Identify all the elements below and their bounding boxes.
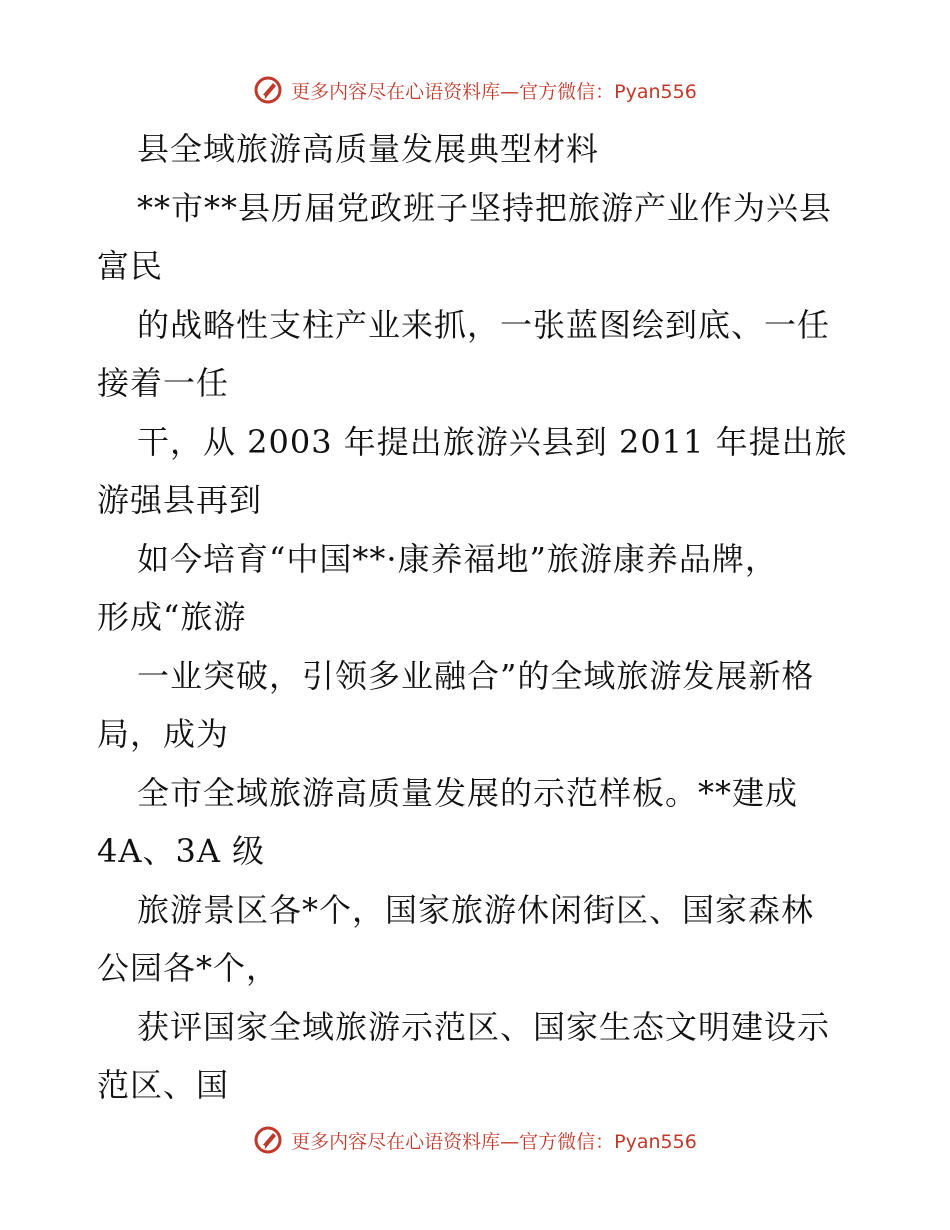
text-line: 干，从 2003 年提出旅游兴县到 2011 年提出旅: [137, 422, 848, 461]
text-line: 公园各*个，: [97, 949, 280, 987]
text-line: 如今培育“中国**·康养福地”旅游康养品牌，: [137, 539, 778, 578]
text-line: 旅游景区各*个，国家旅游休闲街区、国家森林: [137, 890, 815, 929]
header-watermark: [0, 70, 950, 110]
text-line: 县全域旅游高质量发展典型材料: [137, 130, 600, 168]
text-line: 富民: [97, 247, 164, 285]
text-line: 全市全域旅游高质量发展的示范样板。**建成: [137, 773, 799, 812]
text-line: 范区、国: [97, 1066, 230, 1104]
text-line: **市**县历届党政班子坚持把旅游产业作为兴县: [137, 188, 833, 227]
text-line: 接着一任: [97, 364, 230, 402]
text-line: 的战略性支柱产业来抓，一张蓝图绘到底、一任: [137, 305, 831, 344]
text-line: 游强县再到: [97, 481, 263, 519]
watermark-text: 更多内容尽在心语资料库—官方微信：Pyan556: [291, 1130, 697, 1153]
document-body: [97, 120, 857, 1115]
watermark-text: 更多内容尽在心语资料库—官方微信：Pyan556: [291, 80, 697, 103]
text-line: 形成“旅游: [97, 598, 247, 636]
text-line: 一业突破，引领多业融合”的全域旅游发展新格: [137, 656, 815, 695]
text-line: 获评国家全域旅游示范区、国家生态文明建设示: [137, 1007, 831, 1046]
pen-seal-icon: [253, 1125, 283, 1155]
pen-seal-icon: [253, 75, 283, 105]
text-line: 4A、3A 级: [97, 832, 266, 870]
footer-watermark: [0, 1120, 950, 1160]
text-line: 局，成为: [97, 715, 230, 753]
